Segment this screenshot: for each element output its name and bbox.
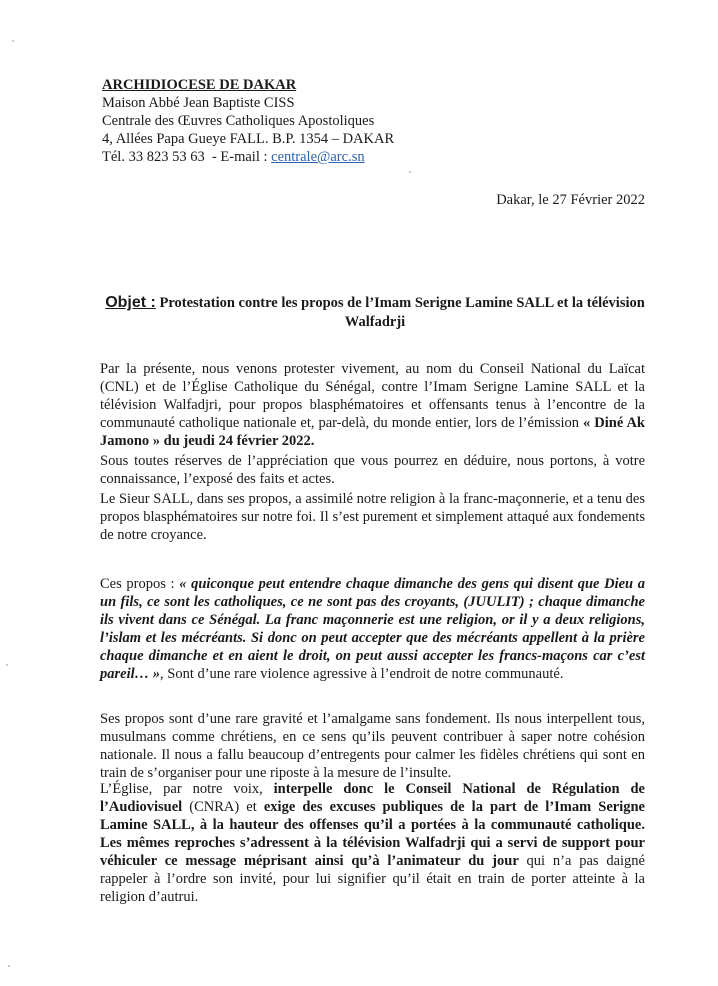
letterhead-line-2: Centrale des Œuvres Catholiques Apostoliques <box>102 113 375 129</box>
paragraph-1-text: Par la présente, nous venons protester vivement, au nom du Conseil National du Laïcat (CNL) et de l’Église Catholique du Sénégal, contre l’Imam Serigne Lamine SALL et la télévision Walfadjri, pour propos blasphématoires et offensants tenus à l’encontre de la communauté catholique nationale et, par-delà, du monde entier, lors de l’émission <box>100 361 645 431</box>
date-line: Dakar, le 27 Février 2022 <box>496 192 645 208</box>
paragraph-3: Le Sieur SALL, dans ses propos, a assimilé notre religion à la franc-maçonnerie, et a tenu des propos blasphématoires sur notre foi. Il s’est purement et simplement attaqué aux fondements de notre croyance. <box>100 491 645 543</box>
subject-label: Objet : <box>105 294 156 311</box>
paragraph-5: Ses propos sont d’une rare gravité et l’amalgame sans fondement. Ils nous interpellent tous, musulmans comme chrétiens, en ce sens qu’ils peuvent contribuer à saper notre cohésion nationale. Il nous a fallu beaucoup d’entregents pour calmer les fidèles chrétiens qui sont en train de s’organiser pour une riposte à la mesure de l’insulte. <box>100 711 645 781</box>
paragraph-1-bold: « Diné Ak Jamono » du jeudi 24 février 2022. <box>100 415 645 449</box>
paragraph-2: Sous toutes réserves de l’appréciation que vous pourrez en déduire, nous portons, à votre connaissance, l’exposé des faits et actes. <box>100 453 645 487</box>
quote-intro: Ces propos : <box>100 576 180 592</box>
paragraph-1 <box>100 360 645 450</box>
subject-line <box>100 293 650 332</box>
paragraph-4-quote <box>100 575 645 683</box>
p6-bold-2: exige des excuses publiques de la part de l’Imam Serigne Lamine SALL, à la hauteur des offenses qu’il a portées à la communauté catholique. Les mêmes reproches s’adressent à la télévision Walfadrji qui a servi de support pour véhiculer ce message méprisant ainsi qu’à l’animateur du jour <box>100 799 645 869</box>
scan-speck <box>8 965 10 967</box>
phone-text: Tél. 33 823 53 63 - E-mail : <box>102 149 272 165</box>
paragraph-6 <box>100 780 645 906</box>
letterhead-line-3: 4, Allées Papa Gueye FALL. B.P. 1354 – DAKAR <box>102 131 395 147</box>
p6-text-3: qui n’a pas daigné rappeler à l’ordre son invité, pour lui signifier qu’il était en train de porter atteinte à la religion d’autrui. <box>100 853 645 905</box>
letterhead-line-1: Maison Abbé Jean Baptiste CISS <box>102 95 295 111</box>
archdiocese-name: ARCHIDIOCESE DE DAKAR <box>102 77 297 93</box>
letterhead-contact <box>102 148 394 166</box>
scan-speck <box>409 171 411 173</box>
quote-outro: , Sont d’une rare violence agressive à l’endroit de notre communauté. <box>160 666 564 682</box>
quote-text: « quiconque peut entendre chaque dimanche des gens qui disent que Dieu a un fils, ce sont les catholiques, ce ne sont pas des croyants, (JUULIT) ; chaque dimanche ils vivent dans ce Sénégal. La franc maçonnerie est une religion, or il y a deux religions, l’islam et les mécréants. Si donc on peut accepter que des mécréants appellent à la prière chaque dimanche et en aient le droit, on peut aussi accepter les francs-maçons car c’est pareil… » <box>100 576 645 682</box>
subject-text: Protestation contre les propos de l’Imam Serigne Lamine SALL et la télévision Walfadrji <box>159 295 645 330</box>
scan-speck <box>12 40 14 42</box>
p6-text-2: (CNRA) et <box>182 799 264 815</box>
letterhead <box>102 76 394 166</box>
p6-bold-1: interpelle donc le Conseil National de Régulation de l’Audiovisuel <box>100 781 645 815</box>
email-link[interactable]: centrale@arc.sn <box>271 149 365 165</box>
scan-speck <box>6 664 8 666</box>
p6-text-1: L’Église, par notre voix, <box>100 781 274 797</box>
